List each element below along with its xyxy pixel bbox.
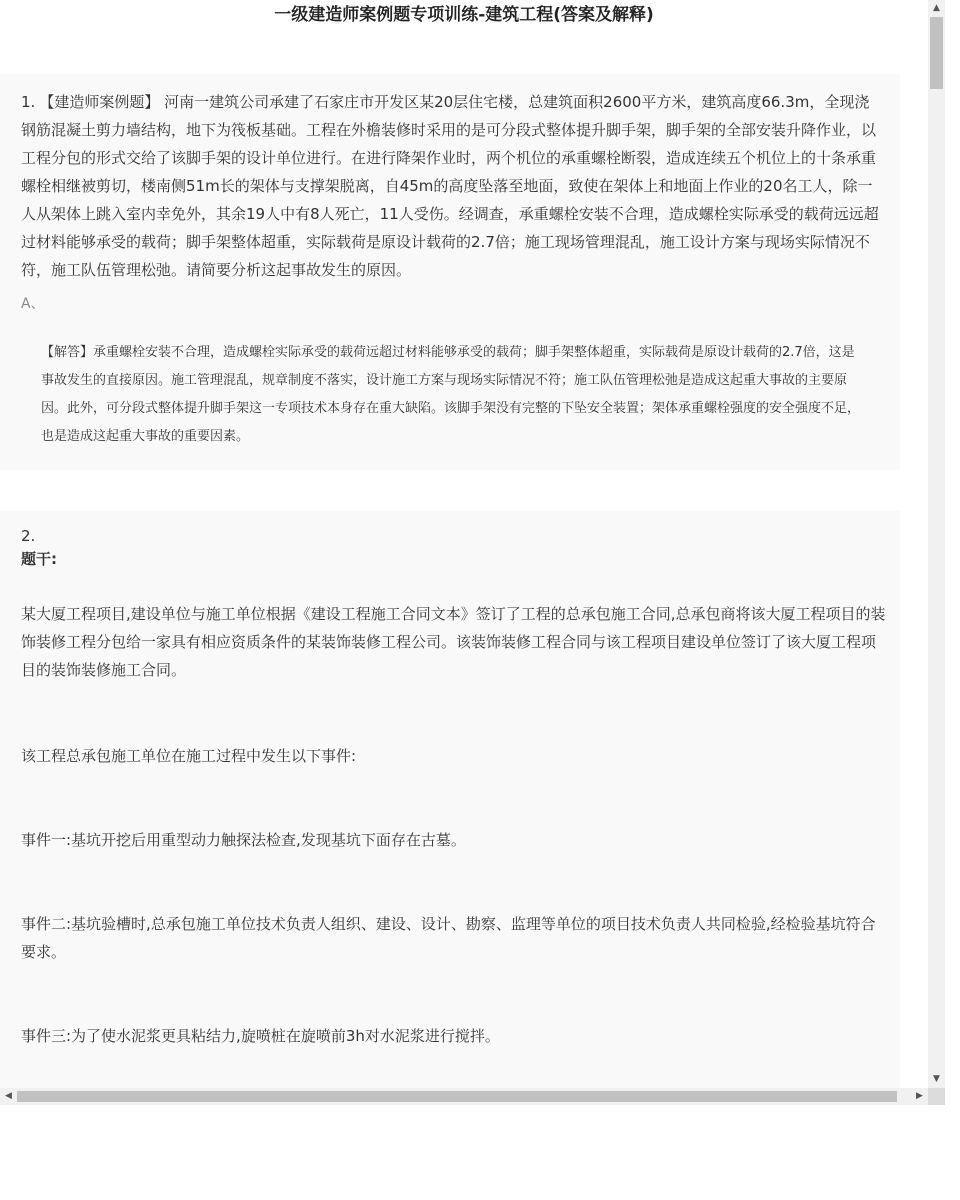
scroll-down-arrow-icon[interactable]: ▼ [933, 1074, 940, 1084]
vertical-scroll-thumb[interactable] [930, 17, 943, 89]
question-2-paragraph: 某大厦工程项目,建设单位与施工单位根据《建设工程施工合同文本》签订了工程的总承包施工合同,总承包商将该大厦工程项目的装饰装修工程分包给一家具有相应资质条件的某装饰装修工程公司。该装饰装修工程合同与该工程项目建设单位签订了该大厦工程项目的装饰装修施工合同。 [21, 605, 886, 679]
page-title: 一级建造师案例题专项训练-建筑工程(答案及解释) [274, 5, 654, 25]
vertical-scrollbar[interactable] [928, 0, 945, 1088]
question-1-text [21, 88, 884, 284]
scroll-right-arrow-icon[interactable]: ▶ [916, 1091, 923, 1101]
horizontal-scroll-thumb[interactable] [17, 1091, 897, 1102]
option-a: A、 [21, 296, 45, 312]
question-2-stem-label: 题干: [21, 550, 57, 568]
question-2-paragraph: 事件一:基坑开挖后用重型动力触探法检查,发现基坑下面存在古墓。 [21, 831, 466, 849]
question-2-paragraph: 该工程总承包施工单位在施工过程中发生以下事件: [21, 747, 357, 765]
question-card-1 [0, 74, 900, 470]
question-1-answer: 【解答】承重螺栓安装不合理，造成螺栓实际承受的载荷远超过材料能够承受的载荷；脚手架整体超重，实际载荷是原设计载荷的2.7倍，这是事故发生的直接原因。施工管理混乱，规章制度不落实，设计施工方案与现场实际情况不符；施工队伍管理松弛是造成这起重大事故的主要原因。此外，可分段式整体提升脚手架这一专项技术本身存在重大缺陷。该脚手架没有完整的下坠安全装置；架体承重螺栓强度的安全强度不足，也是造成这起重大事故的重要因素。 [41, 345, 861, 444]
horizontal-scrollbar[interactable] [0, 1088, 928, 1105]
question-1-body: 【建造师案例题】 河南一建筑公司承建了石家庄市开发区某20层住宅楼，总建筑面积2600平方米，建筑高度66.3m，全现浇钢筋混凝土剪力墙结构，地下为筏板基础。工程在外檐装修时采用的是可分段式整体提升脚手架，脚手架的全部安装升降作业，以工程分包的形式交给了该脚手架的设计单位进行。在进行降架作业时，两个机位的承重螺栓断裂，造成连续五个机位上的十条承重螺栓相继被剪切，楼南侧51m长的架体与支撑架脱离，自45m的高度坠落至地面，致使在架体上和地面上作业的20名工人，除一人从架体上跳入室内幸免外，其余19人中有8人死亡，11人受伤。经调查，承重螺栓安装不合理，造成螺栓实际承受的载荷远远超过材料能够承受的载荷；脚手架整体超重，实际载荷是原设计载荷的2.7倍；施工现场管理混乱，施工设计方案与现场实际情况不符，施工队伍管理松弛。请简要分析这起事故发生的原因。 [21, 93, 879, 279]
scrollbar-corner [928, 1088, 945, 1105]
question-2-paragraph: 事件三:为了使水泥浆更具粘结力,旋喷桩在旋喷前3h对水泥浆进行搅拌。 [21, 1027, 500, 1045]
question-card-2 [0, 511, 900, 1088]
question-2-paragraph: 事件二:基坑验槽时,总承包施工单位技术负责人组织、建设、设计、勘察、监理等单位的项目技术负责人共同检验,经检验基坑符合要求。 [21, 915, 876, 961]
scroll-left-arrow-icon[interactable]: ◀ [5, 1091, 12, 1101]
question-2-number: 2. [21, 527, 36, 545]
question-1-number: 1. [21, 93, 36, 111]
scroll-up-arrow-icon[interactable]: ▲ [933, 3, 940, 13]
